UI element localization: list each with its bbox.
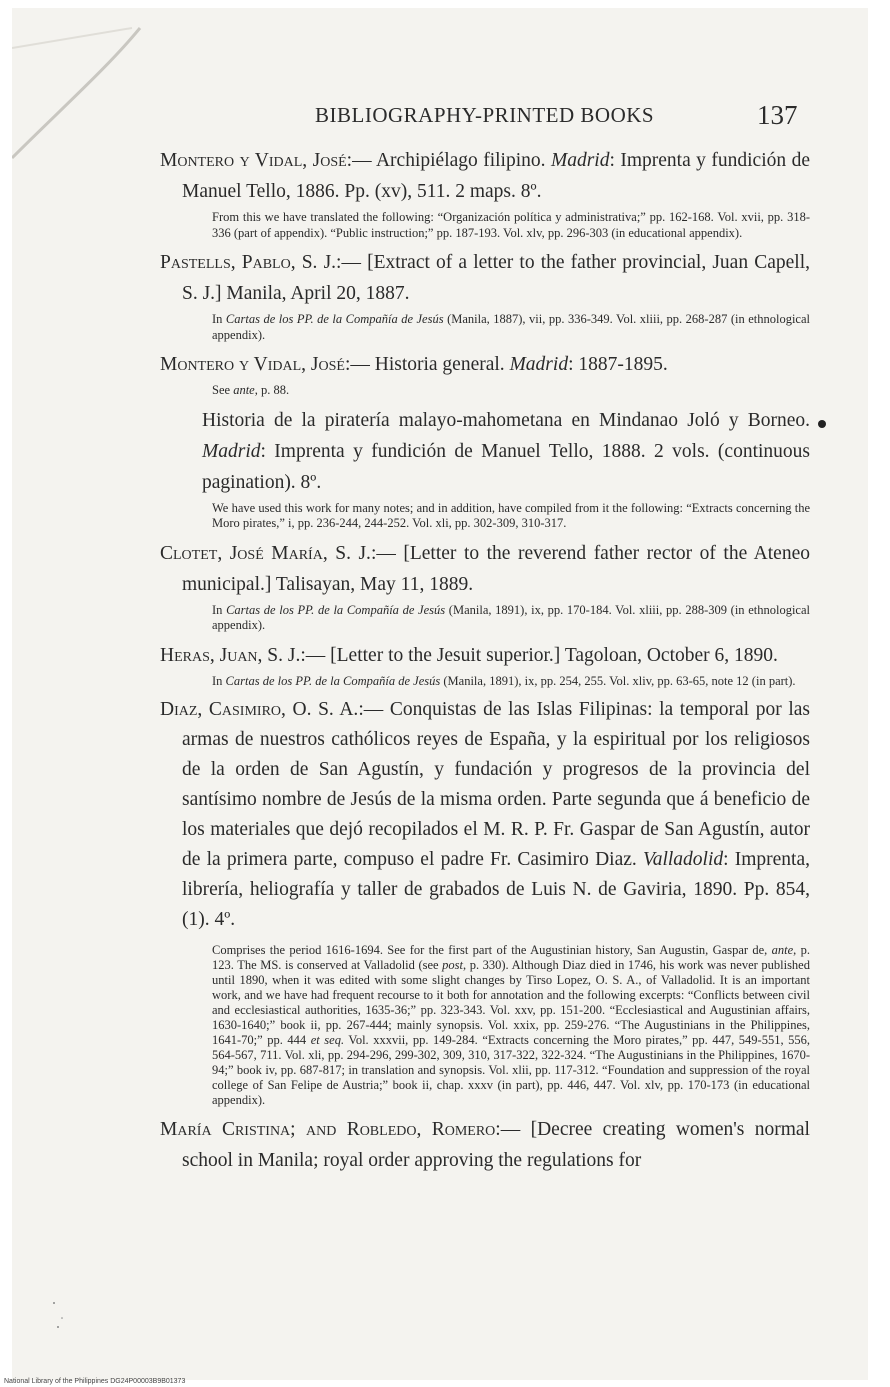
note-text: (Manila, 1887), vii, pp. 336-349. Vol. xliii, pp. 268-287 (in ethnological appendix).: [212, 312, 810, 342]
entry-author: Diaz, Casimiro, O. S. A.: [160, 699, 359, 720]
entry-citation: [160, 145, 810, 207]
entry-title: :— [Letter to the reverend father rector of the Ateneo municipal.] Talisayan, May 11, 1889.: [182, 542, 810, 595]
entry-citation: [160, 640, 810, 671]
entry-place: Valladolid: [642, 849, 724, 870]
entry-note: We have used this work for many notes; and in addition, have compiled from it the following: “Extracts concerning the Moro pirates,” i, pp. 236-244, 244-252. Vol. xli, pp. 302-309, 310-317.: [212, 500, 810, 530]
entry-note: [160, 312, 810, 343]
entry-title: :— Conquistas de las Islas Filipinas: la temporal por las armas de nuestros cathólicos reyes de España, y la espiritual por los religiosos de la orden de San Agustín, y fundación y progresos de la provincia del santísimo nombre de Jesús de la misma orden. Parte segunda que á beneficio de los materiales que dejó recopilados el M. R. P. Fr. Gaspar de San Agustín, autor de la primera parte, compuso el padre Fr. Casimiro Diaz.: [182, 699, 810, 870]
entry-citation: [160, 349, 810, 380]
entry-note: [160, 603, 810, 634]
entry-title: :— [Letter to the Jesuit superior.] Tagoloan, October 6, 1890.: [300, 644, 778, 666]
note-text: , p. 88.: [254, 383, 290, 397]
note-text: (Manila, 1891), ix, pp. 170-184. Vol. xliii, pp. 288-309 (in ethnological appendix).: [212, 602, 810, 632]
note-italic: ante: [771, 943, 794, 957]
note-source-title: Cartas de los PP. de la Compañía de Jesús: [225, 673, 441, 688]
entry-author: Pastells, Pablo, S. J.: [160, 252, 337, 273]
note-text: , p. 123. The MS. is conserved at Valladolid (see: [212, 943, 810, 972]
note-text: , p. 330). Although Diaz died in 1746, his work was never published until 1890, when it was edited with some slight changes by Tirso Lopez, O. S. A., of Valladolid. It is an important work, and we have had frequent recourse to it both for annotation and the following excerpts: “Conflicts between civil and ecclesiastical authorities, 1635-36;” pp. 323-343. Vol. xxv, pp. 151-200. “Ecclesiastical and Augustinian affairs, 1630-1640;” book ii, pp. 267-444; mainly synopsis. Vol. xxix, pp. 259-276. “The Augustinians in the Philippines, 1641-70;” pp. 444: [212, 958, 810, 1047]
entry-place: Madrid: [202, 440, 261, 462]
note-italic: ante: [233, 383, 255, 397]
note-text: Comprises the period 1616-1694. See for the first part of the Augustinian history, San Augustin, Gaspar de,: [212, 943, 772, 957]
note-text: In: [212, 673, 226, 688]
bibliography-entry: [160, 247, 810, 343]
entry-imprint: : Imprenta y fundición de Manuel Tello, 1888. 2 vols. (continuous pagination). 8º.: [202, 440, 810, 493]
entry-imprint: : Imprenta y fundición de Manuel Tello, 1886. Pp. (xv), 511. 2 maps. 8º.: [182, 150, 810, 202]
note-text: In: [212, 312, 226, 326]
bibliography-entry: [160, 538, 810, 634]
entry-imprint: : 1887-1895.: [568, 354, 668, 375]
entry-author: Heras, Juan, S. J.: [160, 644, 301, 666]
scan-footer: National Library of the Philippines DG24P00003B9B01373: [4, 1378, 186, 1385]
running-header-title: BIBLIOGRAPHY-PRINTED BOOKS: [315, 103, 655, 127]
note-italic: et seq.: [310, 1033, 345, 1047]
entry-author: Clotet, José María, S. J.: [160, 542, 371, 564]
entry-title: :— Historia general.: [344, 354, 510, 375]
bibliography-entry: [160, 640, 810, 690]
entry-imprint: : Imprenta, librería, heliografía y taller de grabados de Luis N. de Gaviria, 1890. Pp. 854, (1). 4º.: [182, 849, 810, 930]
bibliography-list: [160, 145, 810, 1176]
entry-citation: [160, 538, 810, 600]
entry-place: Madrid: [550, 150, 610, 171]
entry-note: [160, 383, 810, 399]
page-fold-mark: [12, 8, 152, 168]
note-text: In: [212, 602, 227, 617]
entry-note: From this we have translated the following: “Organización política y administrativa;” pp. 162-168. Vol. xvii, pp. 318-336 (part of appendix). “Public instruction;” pp. 187-193. Vol. xlv, pp. 296-303 (in educational appendix).: [212, 210, 810, 240]
entry-title: :— Archipiélago filipino.: [346, 150, 551, 171]
entry-author: Montero y Vidal, José: [160, 150, 347, 171]
bibliography-entry: [160, 1114, 810, 1176]
note-source-title: Cartas de los PP. de la Compañía de Jesús: [225, 312, 444, 326]
entry-citation: [160, 405, 810, 498]
bibliography-entry: [160, 405, 810, 532]
bibliography-entry: [160, 349, 810, 399]
note-text: Vol. xxxvii, pp. 149-284. “Extracts concerning the Moro pirates,” pp. 447, 549-551, 556, 564-567, 711. Vol. xli, pp. 294-296, 299-302, 309, 310, 317-322, 322-324. “The Augustinians in the Philippines, 1670-94;” book iv, pp. 687-817; in translation and synopsis. Vol. xlii, pp. 117-312. “Foundation and suppression of the royal college of San Felipe de Austria;” book ii, chap. xxxv (in part), pp. 446, 447. Vol. xlv, pp. 170-173 (in educational appendix).: [212, 1033, 810, 1107]
scan-specks: [50, 1300, 70, 1330]
entry-title: :— [Decree creating women's normal school in Manila; royal order approving the regulations for: [182, 1119, 810, 1171]
entry-citation: [160, 247, 810, 309]
note-italic: post: [442, 958, 463, 972]
entry-author: María Cristina; and Robledo, Romero: [160, 1119, 496, 1140]
entry-citation: [160, 695, 810, 935]
entry-title: :— [Extract of a letter to the father provincial, Juan Capell, S. J.] Manila, April 20, 1887.: [182, 252, 811, 304]
note-text: See: [212, 383, 234, 397]
note-text: (Manila, 1891), ix, pp. 254, 255. Vol. xliv, pp. 63-65, note 12 (in part).: [440, 673, 796, 688]
page-number: 137: [757, 100, 798, 130]
entry-citation: [160, 1114, 810, 1176]
entry-place: Madrid: [509, 354, 569, 375]
entry-title: Historia de la piratería malayo-mahometana en Mindanao Joló y Borneo.: [202, 409, 810, 431]
entry-note: [160, 943, 810, 1108]
entry-note: [160, 674, 810, 690]
note-source-title: Cartas de los PP. de la Compañía de Jesús: [226, 602, 446, 617]
entry-author: Montero y Vidal, José: [160, 354, 345, 375]
bibliography-entry: [160, 145, 810, 241]
ink-blot: [818, 420, 826, 428]
bibliography-entry: [160, 695, 810, 1108]
